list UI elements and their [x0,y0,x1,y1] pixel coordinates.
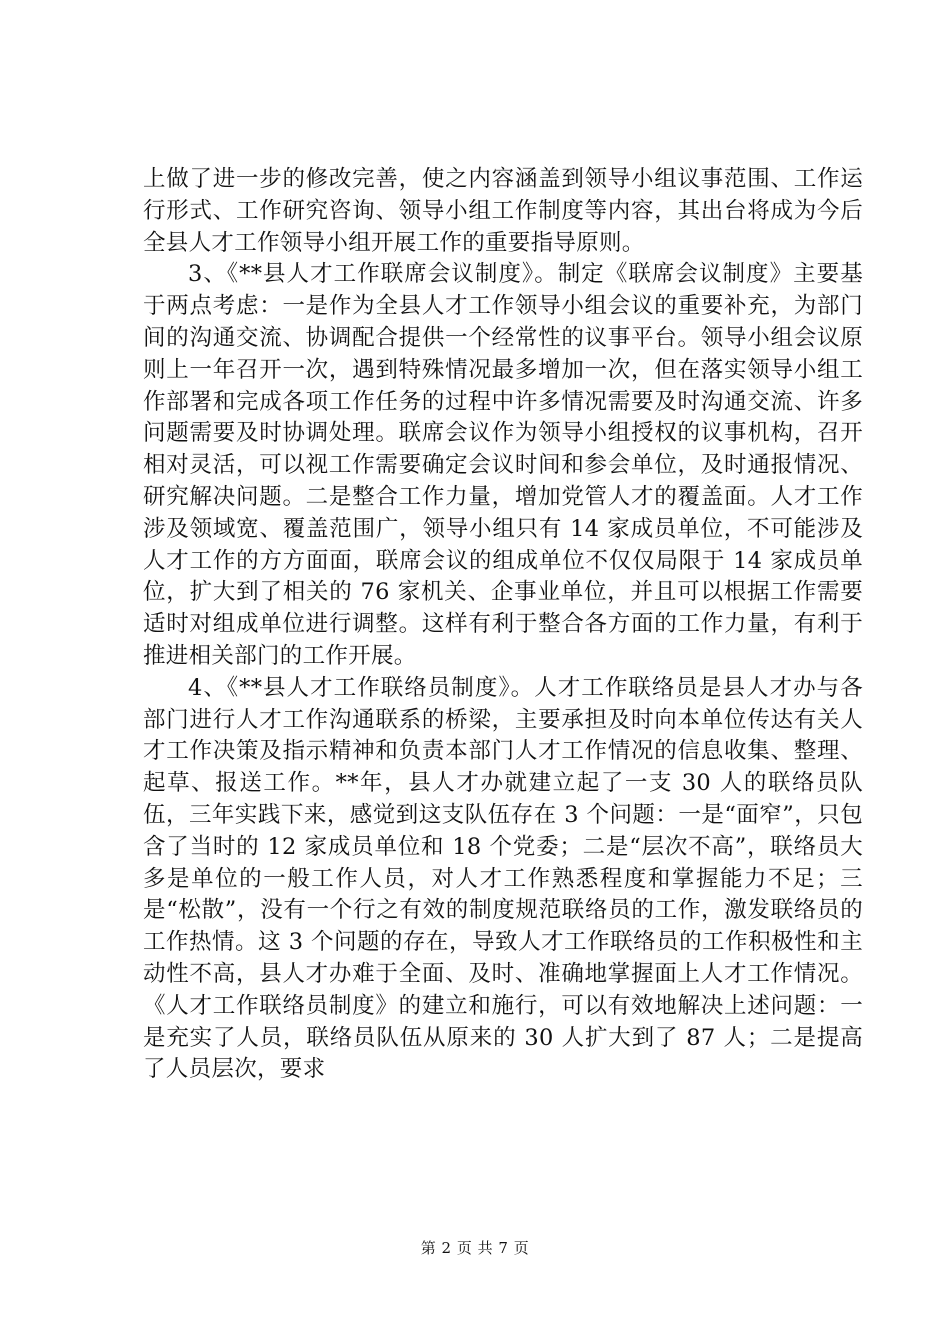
paragraph-1: 上做了进一步的修改完善，使之内容涵盖到领导小组议事范围、工作运行形式、工作研究咨询、领导小组工作制度等内容，其出台将成为今后全县人才工作领导小组开展工作的重要指导原则。 [143,166,863,256]
document-body [143,164,863,1086]
page-footer: 第 2 页 共 7 页 [420,1239,530,1257]
paragraph-3: 4、《**县人才工作联络员制度》。人才工作联络员是县人才办与各部门进行人才工作沟通联系的桥梁，主要承担及时向本单位传达有关人才工作决策及指示精神和负责本部门人才工作情况的信息收集、整理、起草、报送工作。**年，县人才办就建立起了一支 30 人的联络员队伍，三年实践下来，感觉到这支队伍存在 3 个问题：一是“面窄”，只包含了当时的 12 家成员单位和 18 个党委；二是“层次不高”，联络员大多是单位的一般工作人员，对人才工作熟悉程度和掌握能力不足；三是“松散”，没有一个行之有效的制度规范联络员的工作，激发联络员的工作热情。这 3 个问题的存在，导致人才工作联络员的工作积极性和主动性不高，县人才办难于全面、及时、准确地掌握面上人才工作情况。《人才工作联络员制度》的建立和施行，可以有效地解决上述问题：一是充实了人员，联络员队伍从原来的 30 人扩大到了 87 人；二是提高了人员层次，要求 [143,674,863,1083]
paragraph-2: 3、《**县人才工作联席会议制度》。制定《联席会议制度》主要基于两点考虑：一是作为全县人才工作领导小组会议的重要补充，为部门间的沟通交流、协调配合提供一个经常性的议事平台。领导小组会议原则上一年召开一次，遇到特殊情况最多增加一次，但在落实领导小组工作部署和完成各项工作任务的过程中许多情况需要及时沟通交流、许多问题需要及时协调处理。联席会议作为领导小组授权的议事机构，召开相对灵活，可以视工作需要确定会议时间和参会单位，及时通报情况、研究解决问题。二是整合工作力量，增加党管人才的覆盖面。人才工作涉及领域宽、覆盖范围广，领导小组只有 14 家成员单位，不可能涉及人才工作的方方面面，联席会议的组成单位不仅仅局限于 14 家成员单位，扩大到了相关的 76 家机关、企事业单位，并且可以根据工作需要适时对组成单位进行调整。这样有利于整合各方面的工作力量，有利于推进相关部门的工作开展。 [143,261,863,669]
